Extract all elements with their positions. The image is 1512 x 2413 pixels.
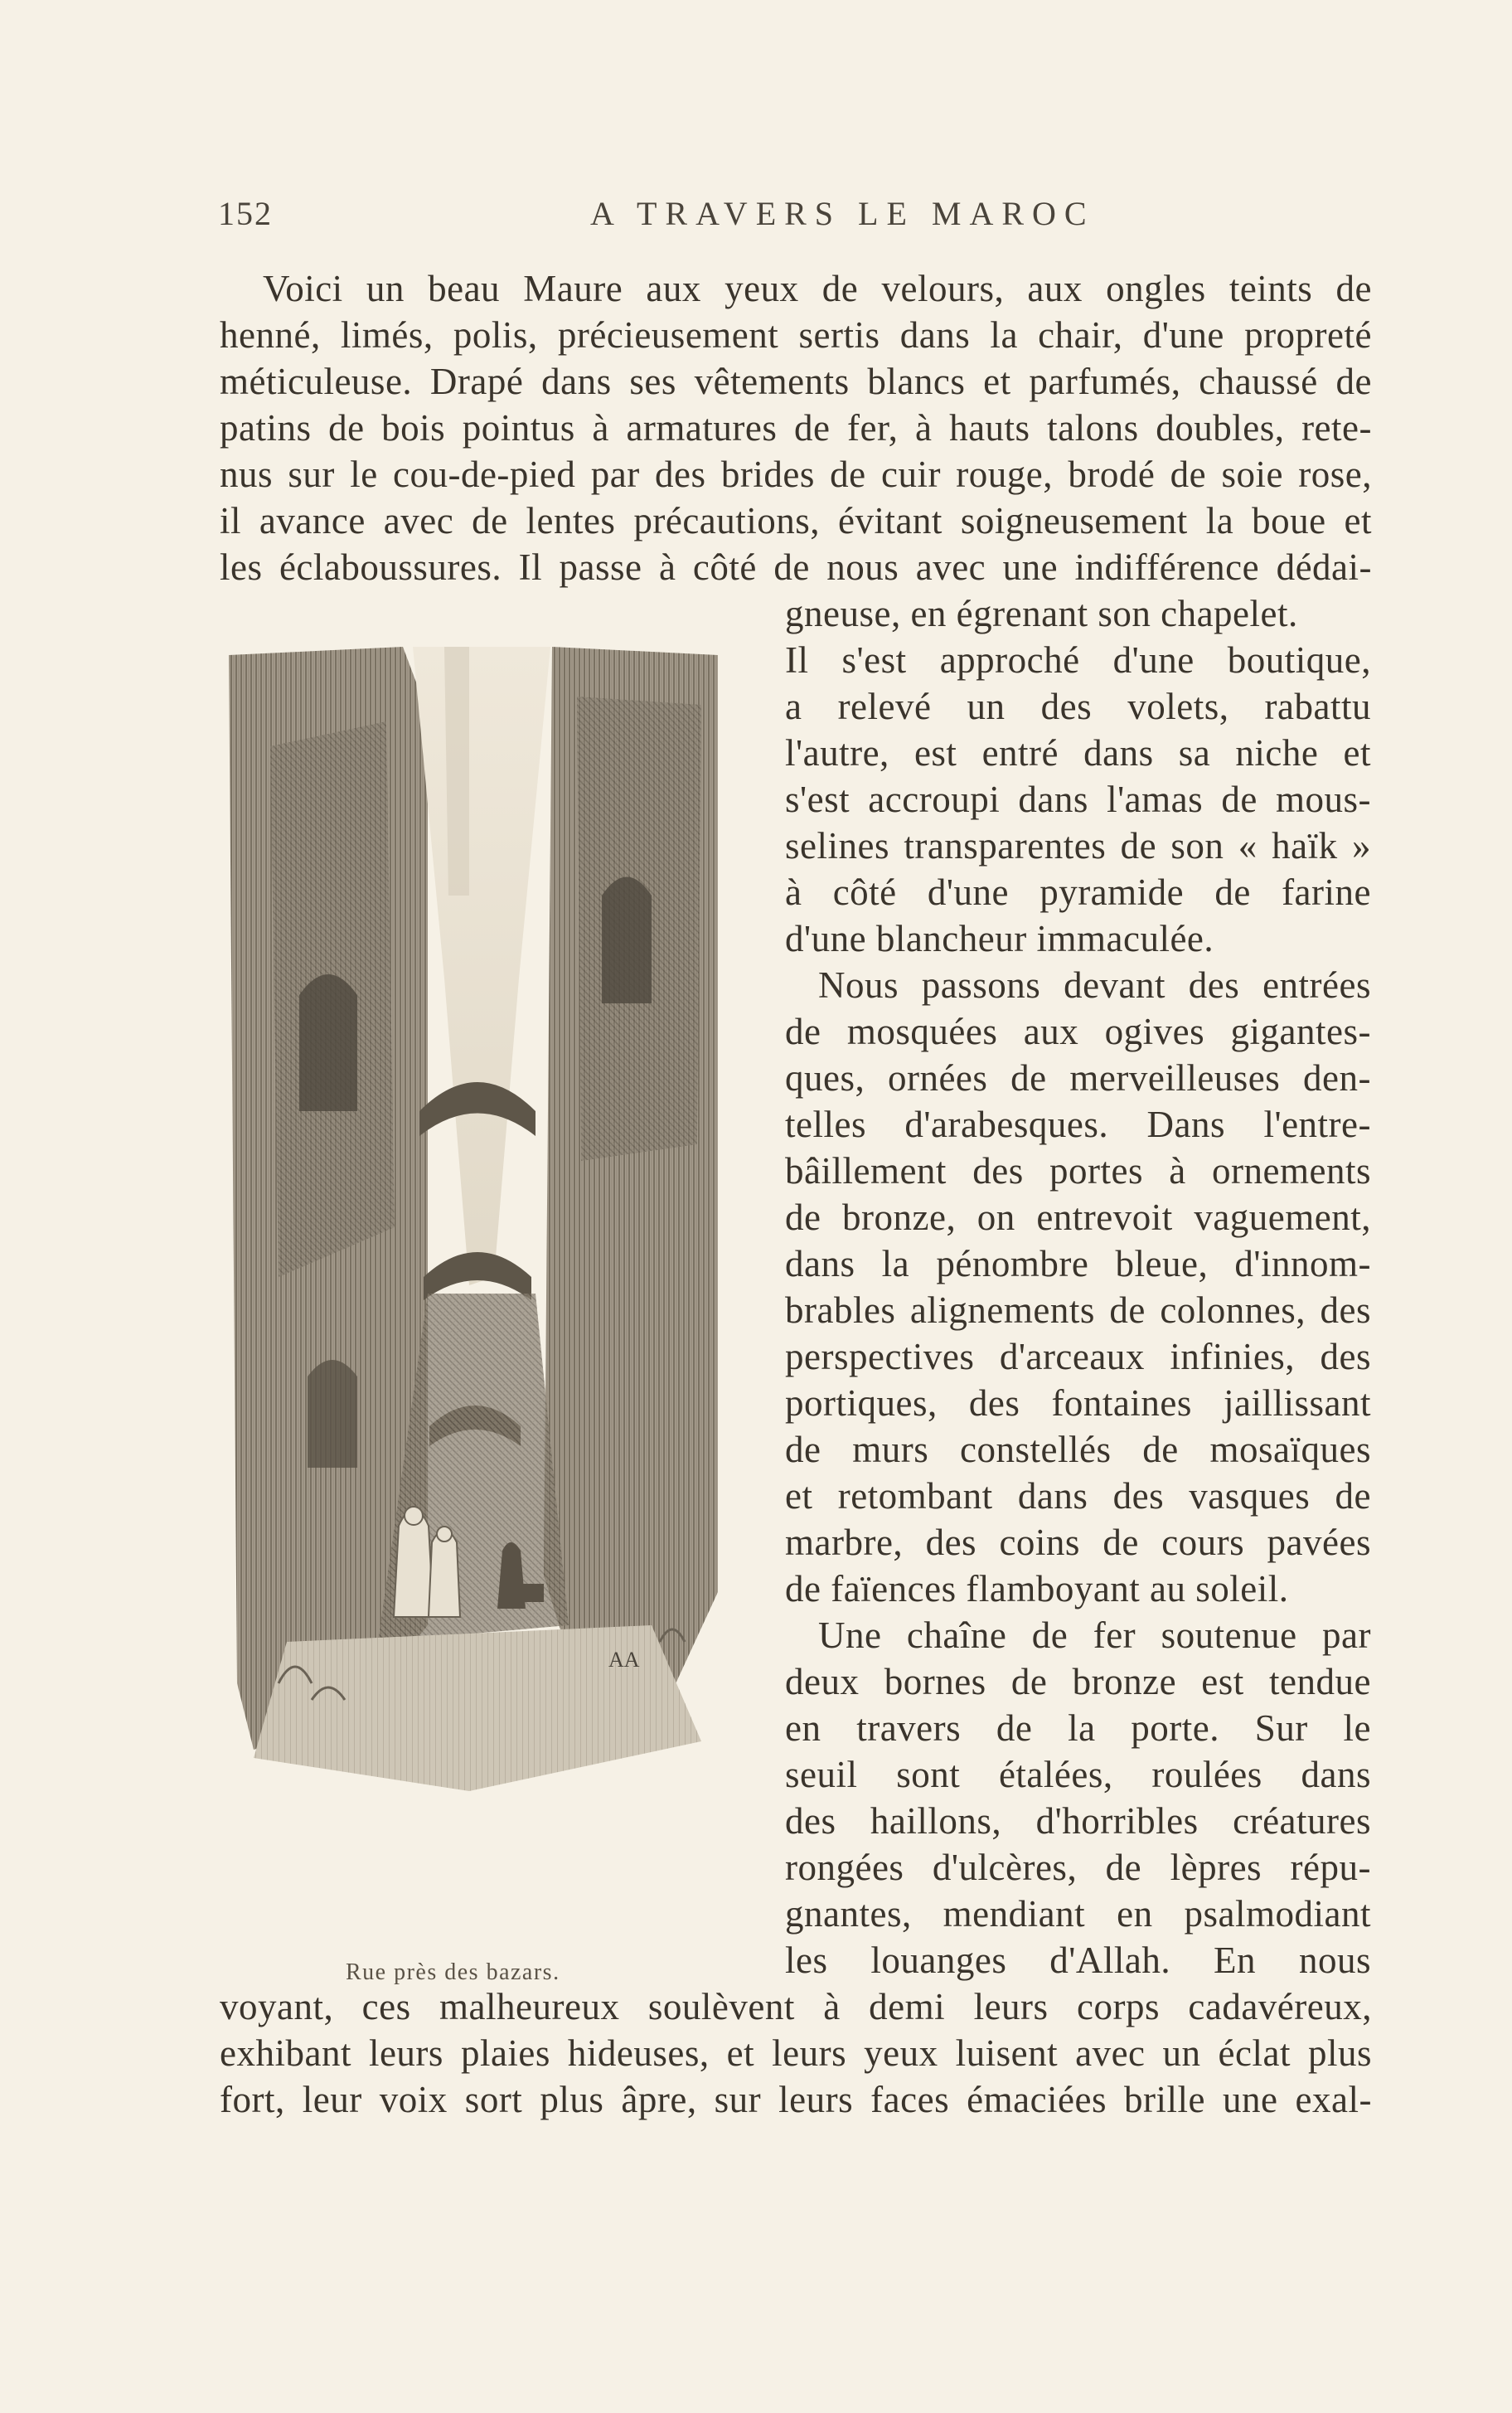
text-line: deux bornes de bronze est tendue: [785, 1661, 1371, 1702]
text-line: à côté d'une pyramide de farine: [785, 871, 1371, 913]
text-line: gnantes, mendiant en psalmodiant: [785, 1893, 1371, 1935]
text-line: s'est accroupi dans l'amas de mous-: [785, 779, 1371, 820]
text-line: telles d'arabesques. Dans l'entre-: [785, 1104, 1371, 1145]
text-line: exhibant leurs plaies hideuses, et leurs yeux luisent avec un éclat plus: [220, 2032, 1372, 2074]
page-number: 152: [218, 195, 273, 232]
text-line: méticuleuse. Drapé dans ses vêtements blancs et parfumés, chaussé de: [220, 361, 1372, 402]
artist-signature: AA: [608, 1648, 640, 1672]
figure-caption: Rue près des bazars.: [346, 1959, 560, 1985]
text-line: de bronze, on entrevoit vaguement,: [785, 1197, 1371, 1238]
text-line: en travers de la porte. Sur le: [785, 1707, 1371, 1749]
text-line: Voici un beau Maure aux yeux de velours, aux ongles teints de: [263, 268, 1372, 309]
text-line: gneuse, en égrenant son chapelet.: [785, 593, 1298, 634]
text-line: Une chaîne de fer soutenue par: [818, 1614, 1371, 1656]
text-line: fort, leur voix sort plus âpre, sur leurs faces émaciées brille une exal-: [220, 2079, 1372, 2120]
street-illustration: [220, 647, 726, 1862]
text-line: selines transparentes de son « haïk »: [785, 825, 1371, 867]
text-line: les éclaboussures. Il passe à côté de nous avec une indifférence dédai-: [220, 546, 1372, 588]
text-line: il avance avec de lentes précautions, évitant soigneusement la boue et: [220, 500, 1372, 541]
text-line: dans la pénombre bleue, d'innom-: [785, 1243, 1371, 1284]
text-line: perspectives d'arceaux infinies, des: [785, 1336, 1371, 1377]
text-line: des haillons, d'horribles créatures: [785, 1800, 1371, 1842]
text-line: bâillement des portes à ornements: [785, 1150, 1371, 1192]
text-line: l'autre, est entré dans sa niche et: [785, 732, 1371, 774]
text-line: rongées d'ulcères, de lèpres répu-: [785, 1847, 1371, 1888]
text-line: Il s'est approché d'une boutique,: [785, 639, 1371, 681]
text-line: marbre, des coins de cours pavées: [785, 1522, 1371, 1563]
text-line: de murs constellés de mosaïques: [785, 1429, 1371, 1470]
text-line: nus sur le cou-de-pied par des brides de cuir rouge, brodé de soie rose,: [220, 454, 1372, 495]
text-line: et retombant dans des vasques de: [785, 1475, 1371, 1517]
text-line: patins de bois pointus à armatures de fer, à hauts talons doubles, rete-: [220, 407, 1372, 449]
text-line: ques, ornées de merveilleuses den-: [785, 1057, 1371, 1099]
text-line: a relevé un des volets, rabattu: [785, 686, 1371, 727]
text-line: voyant, ces malheureux soulèvent à demi leurs corps cadavéreux,: [220, 1986, 1372, 2027]
text-line: de mosquées aux ogives gigantes-: [785, 1011, 1371, 1052]
text-line: de faïences flamboyant au soleil.: [785, 1568, 1289, 1609]
text-line: d'une blancheur immaculée.: [785, 918, 1214, 959]
text-line: portiques, des fontaines jaillissant: [785, 1382, 1371, 1424]
text-line: brables alignements de colonnes, des: [785, 1289, 1371, 1331]
running-title: A TRAVERS LE MAROC: [590, 195, 1095, 232]
text-line: les louanges d'Allah. En nous: [785, 1940, 1371, 1981]
text-line: seuil sont étalées, roulées dans: [785, 1754, 1371, 1795]
text-line: henné, limés, polis, précieusement sertis dans la chair, d'une propreté: [220, 314, 1372, 356]
text-line: Nous passons devant des entrées: [818, 964, 1371, 1006]
